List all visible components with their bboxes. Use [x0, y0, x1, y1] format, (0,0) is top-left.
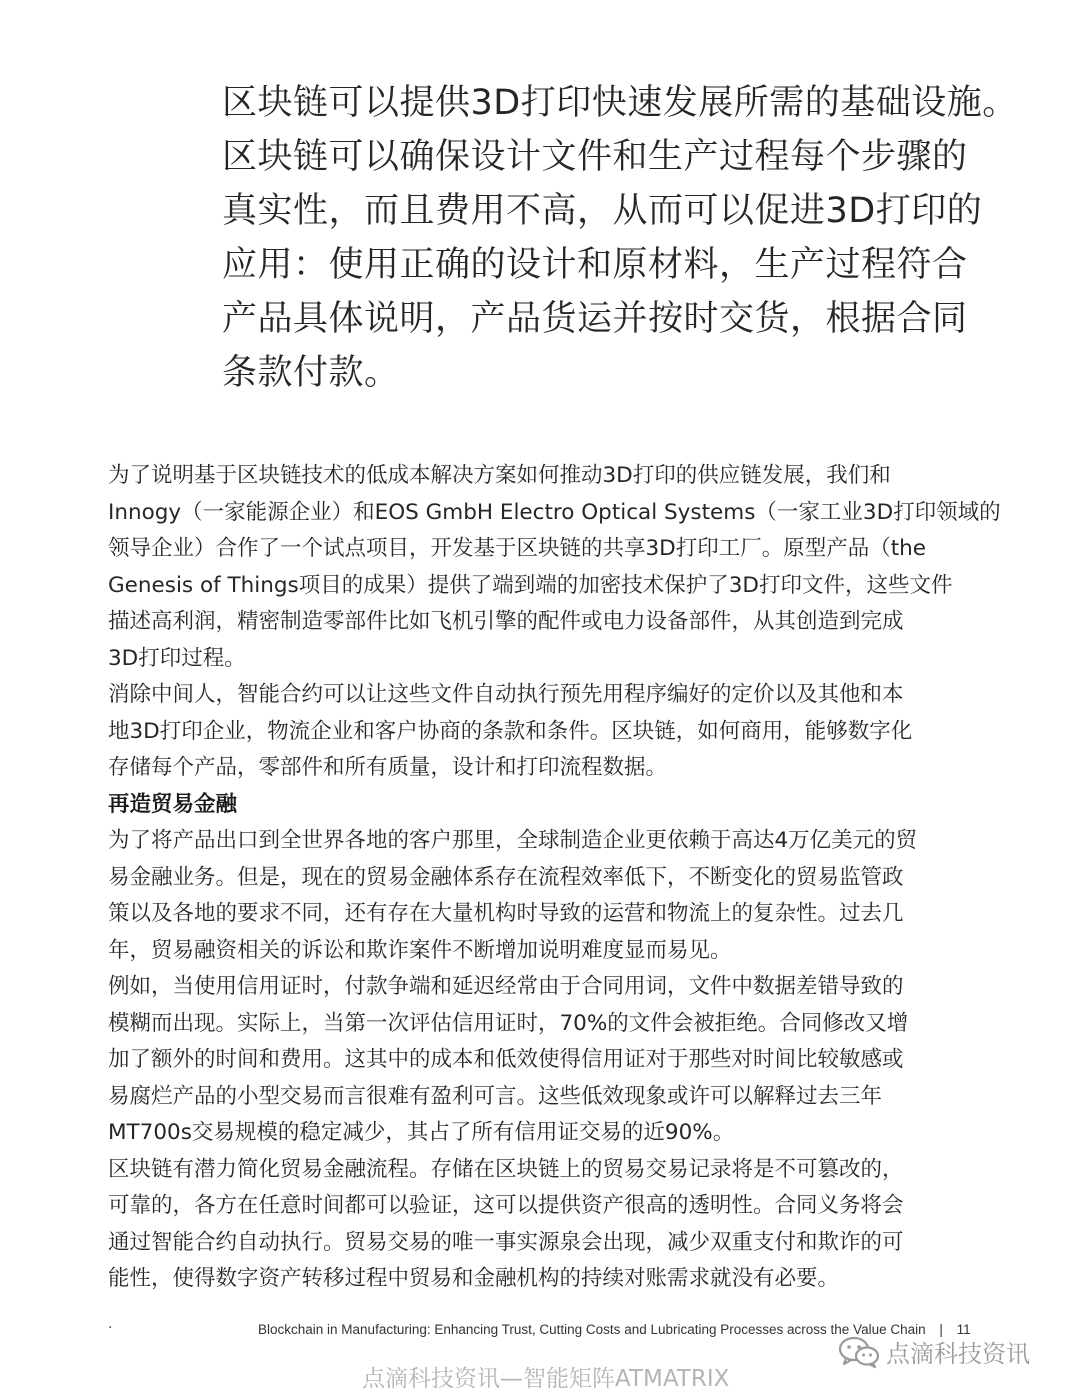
text-line: 存储每个产品，零部件和所有质量，设计和打印流程数据。: [108, 755, 668, 780]
footer-separator: |: [939, 1322, 943, 1337]
text-line: 为了说明基于区块链技术的低成本解决方案如何推动3D打印的供应链发展，我们和: [108, 463, 891, 488]
report-title: Blockchain in Manufacturing: Enhancing Trust, Cutting Costs and Lubricating Processes across the Value Chain: [258, 1322, 926, 1337]
text-line: Genesis of Things项目的成果）提供了端到端的加密技术保护了3D打印文件，这些文件: [108, 572, 953, 598]
pull-quote: [222, 76, 1022, 400]
text-line: Innogy（一家能源企业）和EOS GmbH Electro Optical Systems（一家工业3D打印领域的: [108, 499, 1001, 525]
paragraph-smart-contracts: [108, 677, 1048, 787]
pull-quote-line: 区块链可以确保设计文件和生产过程每个步骤的: [222, 137, 968, 177]
pull-quote-line: 区块链可以提供3D打印快速发展所需的基础设施。: [222, 83, 1018, 123]
text-line: 领导企业）合作了一个试点项目，开发基于区块链的共享3D打印工厂。原型产品（the: [108, 536, 927, 561]
text-line: MT700s交易规模的稳定减少，其占了所有信用证交易的近90%。: [108, 1120, 735, 1145]
text-line: 易腐烂产品的小型交易而言很难有盈利可言。这些低效现象或许可以解释过去三年: [108, 1083, 883, 1109]
paragraph-trade-finance: [108, 823, 1048, 969]
text-line: 策以及各地的要求不同，还有存在大量机构时导致的运营和物流上的复杂性。过去几: [108, 901, 904, 926]
text-line: 可靠的，各方在任意时间都可以验证，这可以提供资产很高的透明性。合同义务将会: [108, 1193, 904, 1218]
text-line: 例如，当使用信用证时，付款争端和延迟经常由于合同用词，文件中数据差错导致的: [108, 974, 904, 999]
text-line: 区块链有潜力简化贸易金融流程。存储在区块链上的贸易交易记录将是不可篡改的，: [108, 1156, 904, 1182]
pull-quote-line: 条款付款。: [222, 353, 400, 393]
wechat-account-mark: [838, 1334, 1030, 1369]
paragraph-blockchain-potential: [108, 1152, 1048, 1298]
text-line: 易金融业务。但是，现在的贸易金融体系存在流程效率低下，不断变化的贸易监管政: [108, 864, 904, 890]
text-line: 能性，使得数字资产转移过程中贸易和金融机构的持续对账需求就没有必要。: [108, 1266, 840, 1291]
paragraph-letters-of-credit: [108, 969, 1048, 1152]
text-line: 年，贸易融资相关的诉讼和欺诈案件不断增加说明难度显而易见。: [108, 937, 732, 963]
pull-quote-line: 应用：使用正确的设计和原材料，生产过程符合: [222, 245, 968, 285]
text-line: 模糊而出现。实际上，当第一次评估信用证时，70%的文件会被拒绝。合同修改又增: [108, 1010, 909, 1036]
text-line: 通过智能合约自动执行。贸易交易的唯一事实源泉会出现，减少双重支付和欺诈的可: [108, 1229, 904, 1255]
watermark: 点滴科技资讯—智能矩阵ATMATRIX: [362, 1366, 730, 1392]
body-text: [108, 458, 1048, 1298]
text-line: 地3D打印企业，物流企业和客户协商的条款和条件。区块链，如何商用，能够数字化: [108, 718, 913, 744]
text-line: 3D打印过程。: [108, 645, 246, 671]
text-line: 描述高利润，精密制造零部件比如飞机引擎的配件或电力设备部件，从其创造到完成: [108, 609, 904, 634]
text-line: 为了将产品出口到全世界各地的客户那里，全球制造企业更依赖于高达4万亿美元的贸: [108, 828, 918, 853]
pull-quote-line: 真实性，而且费用不高，从而可以促进3D打印的: [222, 191, 983, 231]
wechat-icon: [838, 1335, 880, 1369]
page-number: 11: [956, 1322, 971, 1337]
text-line: 消除中间人，智能合约可以让这些文件自动执行预先用程序编好的定价以及其他和本: [108, 682, 904, 707]
footer-dot: .: [108, 1316, 113, 1332]
section-heading: 再造贸易金融: [108, 791, 238, 817]
pull-quote-line: 产品具体说明，产品货运并按时交货，根据合同: [222, 299, 968, 339]
paragraph-3d-printing-pilot: [108, 458, 1048, 677]
text-line: 加了额外的时间和费用。这其中的成本和低效使得信用证对于那些对时间比较敏感或: [108, 1047, 904, 1072]
wechat-account-label: 点滴科技资讯: [886, 1340, 1030, 1368]
